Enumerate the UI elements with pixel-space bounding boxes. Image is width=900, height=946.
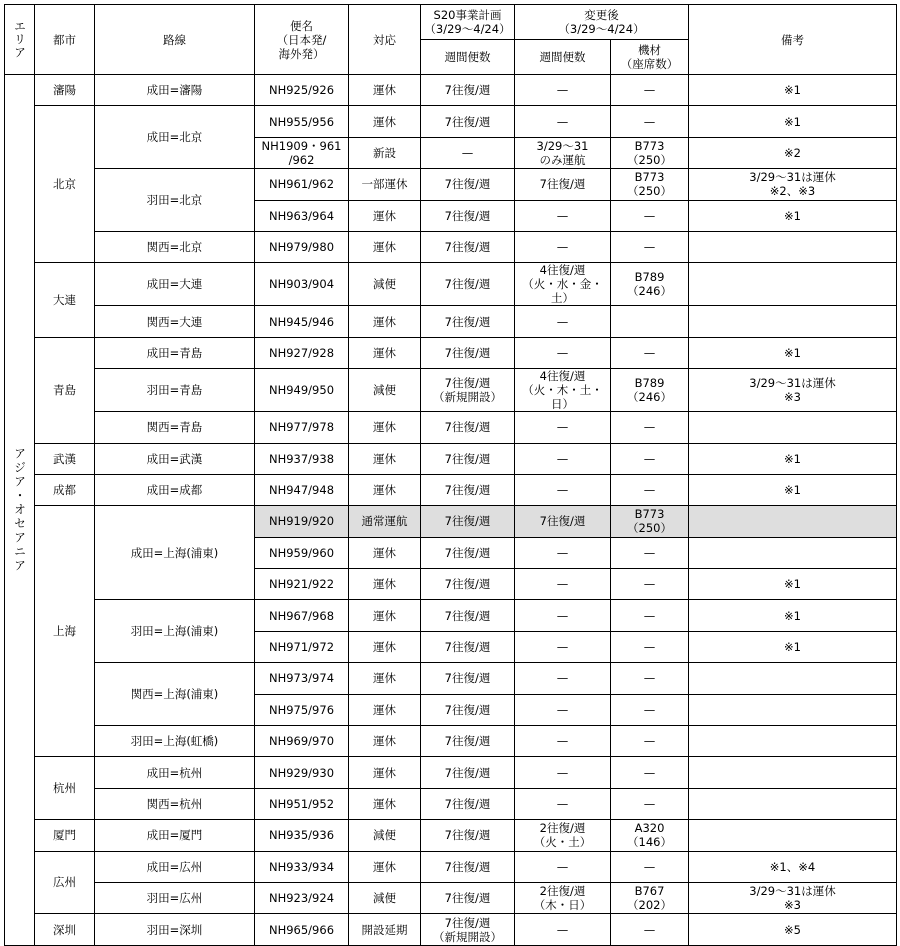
flight-cell: NH979/980 — [255, 231, 349, 262]
changed-weekly-cell: — — [515, 663, 611, 694]
action-cell: 通常運航 — [349, 506, 421, 537]
table-row — [5, 788, 897, 819]
aircraft-cell: — — [611, 412, 689, 443]
action-cell: 運休 — [349, 306, 421, 337]
header-changed-weekly: 週間便数 — [515, 40, 611, 75]
table-row — [5, 474, 897, 505]
aircraft-cell: — — [611, 106, 689, 137]
route-cell: 成田=北京 — [95, 106, 255, 169]
plan-weekly-cell: 7往復/週 — [421, 569, 515, 600]
aircraft-cell: — — [611, 474, 689, 505]
flight-cell: NH925/926 — [255, 75, 349, 106]
action-cell: 減便 — [349, 369, 421, 412]
aircraft-cell: B773 （250） — [611, 506, 689, 537]
changed-weekly-cell: — — [515, 569, 611, 600]
table-row — [5, 369, 897, 412]
flight-cell: NH963/964 — [255, 200, 349, 231]
plan-weekly-cell: 7往復/週 — [421, 106, 515, 137]
action-cell: 運休 — [349, 412, 421, 443]
area-cell: アジア・オセアニア — [5, 75, 35, 946]
table-row — [5, 169, 897, 200]
plan-weekly-cell: 7往復/週 — [421, 820, 515, 851]
action-cell: 一部運休 — [349, 169, 421, 200]
table-row — [5, 600, 897, 631]
table-row — [5, 106, 897, 137]
table-row — [5, 443, 897, 474]
remarks-cell — [689, 306, 897, 337]
flight-cell: NH1909・961 /962 — [255, 137, 349, 168]
route-cell: 羽田=広州 — [95, 882, 255, 913]
action-cell: 運休 — [349, 631, 421, 662]
flight-cell: NH945/946 — [255, 306, 349, 337]
flight-schedule-table — [4, 4, 897, 946]
flight-cell: NH977/978 — [255, 412, 349, 443]
plan-weekly-cell: 7往復/週 — [421, 412, 515, 443]
remarks-cell — [689, 537, 897, 568]
remarks-cell: ※1 — [689, 337, 897, 368]
city-cell: 瀋陽 — [35, 75, 95, 106]
flight-cell: NH973/974 — [255, 663, 349, 694]
remarks-cell: ※1 — [689, 106, 897, 137]
header-plan-weekly: 週間便数 — [421, 40, 515, 75]
action-cell: 運休 — [349, 337, 421, 368]
route-cell: 成田=武漢 — [95, 443, 255, 474]
aircraft-cell: — — [611, 600, 689, 631]
action-cell: 運休 — [349, 443, 421, 474]
flight-cell: NH967/968 — [255, 600, 349, 631]
changed-weekly-cell: — — [515, 75, 611, 106]
remarks-cell — [689, 412, 897, 443]
remarks-cell: ※5 — [689, 914, 897, 945]
aircraft-cell: B789 （246） — [611, 263, 689, 306]
remarks-cell: ※2 — [689, 137, 897, 168]
remarks-cell — [689, 263, 897, 306]
changed-weekly-cell: 4往復/週 （火・木・土・日） — [515, 369, 611, 412]
flight-cell: NH961/962 — [255, 169, 349, 200]
flight-cell: NH919/920 — [255, 506, 349, 537]
changed-weekly-cell: 7往復/週 — [515, 506, 611, 537]
route-cell: 成田=大連 — [95, 263, 255, 306]
flight-cell: NH937/938 — [255, 443, 349, 474]
table-row — [5, 506, 897, 537]
changed-weekly-cell: 7往復/週 — [515, 169, 611, 200]
changed-weekly-cell: 2往復/週 （火・土） — [515, 820, 611, 851]
aircraft-cell: B789 （246） — [611, 369, 689, 412]
route-cell: 羽田=上海(浦東) — [95, 600, 255, 663]
plan-weekly-cell: 7往復/週 — [421, 306, 515, 337]
plan-weekly-cell: 7往復/週 — [421, 851, 515, 882]
changed-weekly-cell: — — [515, 600, 611, 631]
aircraft-cell: B773 （250） — [611, 169, 689, 200]
city-cell: 杭州 — [35, 757, 95, 820]
plan-weekly-cell: 7往復/週 — [421, 663, 515, 694]
aircraft-cell: — — [611, 851, 689, 882]
plan-weekly-cell: 7往復/週 — [421, 263, 515, 306]
header-changed: 変更後 （3/29～4/24） — [515, 5, 689, 40]
remarks-cell: 3/29～31は運休 ※3 — [689, 369, 897, 412]
table-row — [5, 757, 897, 788]
aircraft-cell: B773 （250） — [611, 137, 689, 168]
aircraft-cell: — — [611, 726, 689, 757]
remarks-cell: ※1 — [689, 75, 897, 106]
changed-weekly-cell: — — [515, 412, 611, 443]
route-cell: 関西=杭州 — [95, 788, 255, 819]
plan-weekly-cell: — — [421, 137, 515, 168]
flight-cell: NH965/966 — [255, 914, 349, 945]
flight-cell: NH949/950 — [255, 369, 349, 412]
plan-weekly-cell: 7往復/週 — [421, 788, 515, 819]
aircraft-cell: — — [611, 337, 689, 368]
action-cell: 新設 — [349, 137, 421, 168]
action-cell: 運休 — [349, 106, 421, 137]
aircraft-cell: B767 （202） — [611, 882, 689, 913]
table-row — [5, 726, 897, 757]
aircraft-cell: — — [611, 663, 689, 694]
flight-cell: NH959/960 — [255, 537, 349, 568]
action-cell: 運休 — [349, 851, 421, 882]
plan-weekly-cell: 7往復/週 — [421, 443, 515, 474]
route-cell: 成田=厦門 — [95, 820, 255, 851]
action-cell: 開設延期 — [349, 914, 421, 945]
changed-weekly-cell: 3/29～31 のみ運航 — [515, 137, 611, 168]
city-cell: 北京 — [35, 106, 95, 263]
action-cell: 減便 — [349, 263, 421, 306]
changed-weekly-cell: — — [515, 757, 611, 788]
city-cell: 大連 — [35, 263, 95, 337]
route-cell: 成田=瀋陽 — [95, 75, 255, 106]
route-cell: 羽田=深圳 — [95, 914, 255, 945]
remarks-cell — [689, 788, 897, 819]
aircraft-cell: — — [611, 694, 689, 725]
action-cell: 減便 — [349, 820, 421, 851]
remarks-cell — [689, 726, 897, 757]
header-area: エリア — [5, 5, 35, 75]
route-cell: 関西=大連 — [95, 306, 255, 337]
remarks-cell — [689, 231, 897, 262]
plan-weekly-cell: 7往復/週 — [421, 537, 515, 568]
header-route: 路線 — [95, 5, 255, 75]
plan-weekly-cell: 7往復/週 （新規開設） — [421, 914, 515, 945]
plan-weekly-cell: 7往復/週 — [421, 726, 515, 757]
flight-cell: NH921/922 — [255, 569, 349, 600]
table-row — [5, 263, 897, 306]
remarks-cell: ※1 — [689, 569, 897, 600]
remarks-cell: ※1 — [689, 200, 897, 231]
action-cell: 運休 — [349, 231, 421, 262]
changed-weekly-cell: — — [515, 106, 611, 137]
changed-weekly-cell: — — [515, 443, 611, 474]
aircraft-cell: — — [611, 757, 689, 788]
flight-cell: NH929/930 — [255, 757, 349, 788]
action-cell: 運休 — [349, 75, 421, 106]
aircraft-cell: A320 （146） — [611, 820, 689, 851]
remarks-cell: ※1 — [689, 443, 897, 474]
changed-weekly-cell: — — [515, 788, 611, 819]
flight-cell: NH971/972 — [255, 631, 349, 662]
table-row — [5, 306, 897, 337]
aircraft-cell: — — [611, 231, 689, 262]
action-cell: 減便 — [349, 882, 421, 913]
city-cell: 成都 — [35, 474, 95, 505]
aircraft-cell — [611, 306, 689, 337]
flight-cell: NH951/952 — [255, 788, 349, 819]
action-cell: 運休 — [349, 788, 421, 819]
changed-weekly-cell: — — [515, 306, 611, 337]
header-remarks: 備考 — [689, 5, 897, 75]
remarks-cell: ※1 — [689, 474, 897, 505]
changed-weekly-cell: — — [515, 726, 611, 757]
changed-weekly-cell: 4往復/週 （火・水・金・土） — [515, 263, 611, 306]
header-city: 都市 — [35, 5, 95, 75]
flight-cell: NH927/928 — [255, 337, 349, 368]
remarks-cell — [689, 820, 897, 851]
city-cell: 青島 — [35, 337, 95, 443]
remarks-cell: ※1、※4 — [689, 851, 897, 882]
plan-weekly-cell: 7往復/週 — [421, 337, 515, 368]
remarks-cell — [689, 663, 897, 694]
flight-cell: NH935/936 — [255, 820, 349, 851]
plan-weekly-cell: 7往復/週 — [421, 631, 515, 662]
table-row — [5, 663, 897, 694]
aircraft-cell: — — [611, 537, 689, 568]
plan-weekly-cell: 7往復/週 — [421, 694, 515, 725]
remarks-cell: ※1 — [689, 631, 897, 662]
table-row — [5, 882, 897, 913]
route-cell: 羽田=青島 — [95, 369, 255, 412]
changed-weekly-cell: — — [515, 337, 611, 368]
plan-weekly-cell: 7往復/週 — [421, 882, 515, 913]
changed-weekly-cell: 2往復/週 （木・日） — [515, 882, 611, 913]
flight-cell: NH969/970 — [255, 726, 349, 757]
changed-weekly-cell: — — [515, 231, 611, 262]
flight-cell: NH933/934 — [255, 851, 349, 882]
header-aircraft: 機材 （座席数） — [611, 40, 689, 75]
changed-weekly-cell: — — [515, 631, 611, 662]
city-cell: 厦門 — [35, 820, 95, 851]
remarks-cell: 3/29～31は運休 ※3 — [689, 882, 897, 913]
header-action: 対応 — [349, 5, 421, 75]
changed-weekly-cell: — — [515, 537, 611, 568]
route-cell: 関西=青島 — [95, 412, 255, 443]
action-cell: 運休 — [349, 663, 421, 694]
route-cell: 羽田=上海(虹橋) — [95, 726, 255, 757]
route-cell: 成田=上海(浦東) — [95, 506, 255, 600]
changed-weekly-cell: — — [515, 200, 611, 231]
flight-cell: NH923/924 — [255, 882, 349, 913]
remarks-cell — [689, 506, 897, 537]
plan-weekly-cell: 7往復/週 — [421, 231, 515, 262]
plan-weekly-cell: 7往復/週 — [421, 75, 515, 106]
route-cell: 羽田=北京 — [95, 169, 255, 232]
header-flight: 便名 （日本発/ 海外発） — [255, 5, 349, 75]
plan-weekly-cell: 7往復/週 — [421, 169, 515, 200]
flight-cell: NH903/904 — [255, 263, 349, 306]
flight-cell: NH955/956 — [255, 106, 349, 137]
city-cell: 広州 — [35, 851, 95, 914]
remarks-cell — [689, 757, 897, 788]
route-cell: 成田=杭州 — [95, 757, 255, 788]
action-cell: 運休 — [349, 537, 421, 568]
aircraft-cell: — — [611, 631, 689, 662]
remarks-cell: 3/29～31は運休 ※2、※3 — [689, 169, 897, 200]
flight-cell: NH975/976 — [255, 694, 349, 725]
aircraft-cell: — — [611, 200, 689, 231]
route-cell: 関西=上海(浦東) — [95, 663, 255, 726]
city-cell: 武漢 — [35, 443, 95, 474]
action-cell: 運休 — [349, 200, 421, 231]
action-cell: 運休 — [349, 600, 421, 631]
aircraft-cell: — — [611, 914, 689, 945]
table-row — [5, 851, 897, 882]
table-row — [5, 914, 897, 945]
aircraft-cell: — — [611, 443, 689, 474]
action-cell: 運休 — [349, 726, 421, 757]
aircraft-cell: — — [611, 569, 689, 600]
header-plan: S20事業計画 （3/29～4/24） — [421, 5, 515, 40]
remarks-cell: ※1 — [689, 600, 897, 631]
plan-weekly-cell: 7往復/週 — [421, 600, 515, 631]
changed-weekly-cell: — — [515, 694, 611, 725]
plan-weekly-cell: 7往復/週 — [421, 757, 515, 788]
flight-cell: NH947/948 — [255, 474, 349, 505]
table-row — [5, 231, 897, 262]
table-row — [5, 337, 897, 368]
route-cell: 成田=青島 — [95, 337, 255, 368]
action-cell: 運休 — [349, 474, 421, 505]
action-cell: 運休 — [349, 757, 421, 788]
table-row — [5, 412, 897, 443]
changed-weekly-cell: — — [515, 851, 611, 882]
route-cell: 成田=成都 — [95, 474, 255, 505]
city-cell: 深圳 — [35, 914, 95, 945]
action-cell: 運休 — [349, 694, 421, 725]
plan-weekly-cell: 7往復/週 — [421, 506, 515, 537]
changed-weekly-cell: — — [515, 914, 611, 945]
aircraft-cell: — — [611, 788, 689, 819]
route-cell: 成田=広州 — [95, 851, 255, 882]
plan-weekly-cell: 7往復/週 — [421, 200, 515, 231]
route-cell: 関西=北京 — [95, 231, 255, 262]
remarks-cell — [689, 694, 897, 725]
changed-weekly-cell: — — [515, 474, 611, 505]
table-row — [5, 820, 897, 851]
plan-weekly-cell: 7往復/週 — [421, 474, 515, 505]
table-row — [5, 75, 897, 106]
plan-weekly-cell: 7往復/週 （新規開設） — [421, 369, 515, 412]
aircraft-cell: — — [611, 75, 689, 106]
action-cell: 運休 — [349, 569, 421, 600]
city-cell: 上海 — [35, 506, 95, 757]
